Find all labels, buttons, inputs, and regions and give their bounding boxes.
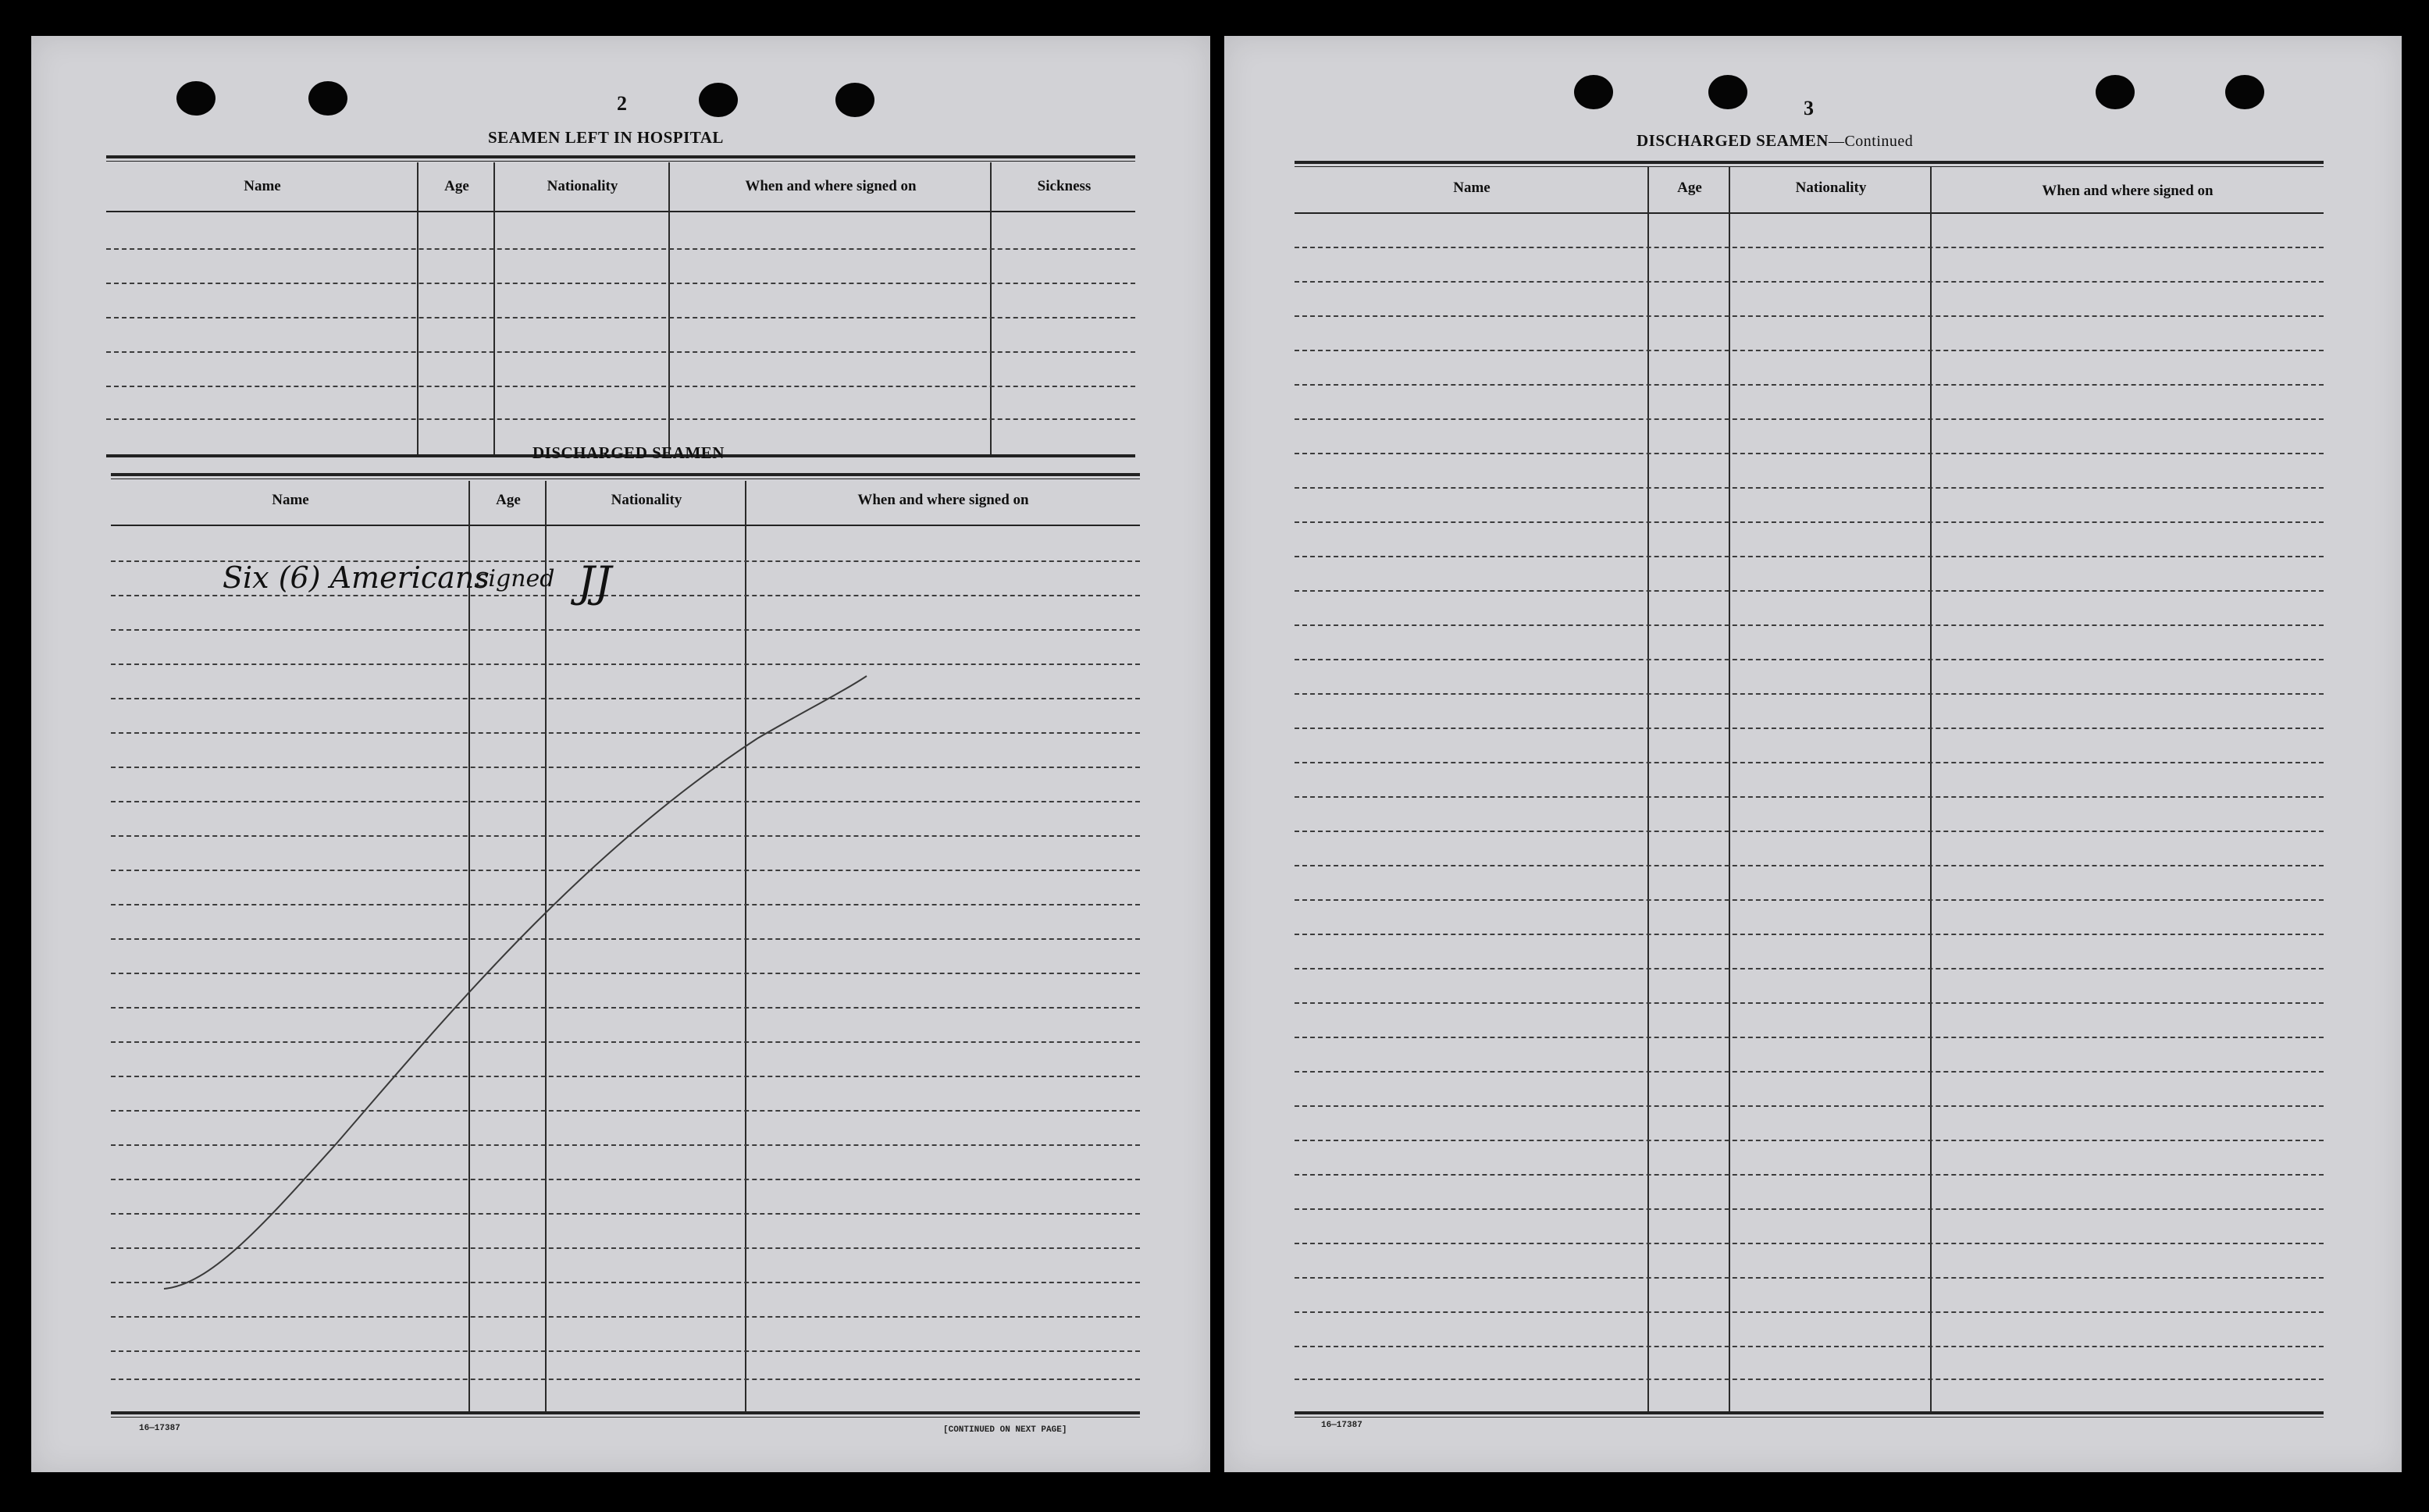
entry-line [1295,1140,2324,1141]
right-page [1224,36,2402,1472]
handwritten-name: Six (6) Americans [223,560,490,595]
header-rule [1295,212,2324,214]
section-title-hospital: SEAMEN LEFT IN HOSPITAL [488,128,724,147]
continued-note: [CONTINUED ON NEXT PAGE] [943,1425,1067,1435]
column-header-signed-on: When and where signed on [745,178,917,194]
entry-line [1295,590,2324,592]
entry-line [1295,556,2324,557]
column-header-signed-on: When and where signed on [2042,183,2214,199]
section-title-discharged: DISCHARGED SEAMEN [532,443,725,462]
entry-line [1295,831,2324,832]
handwritten-initials: JJ [578,557,612,607]
table-top-rule [1295,161,2324,164]
entry-line [1295,762,2324,763]
entry-line [1295,728,2324,729]
page-number: 3 [1804,97,1814,119]
diagonal-cancel-line [31,36,1210,1472]
table-bottom-rule [1295,1417,2324,1418]
entry-line [1295,1346,2324,1347]
column-divider [1647,167,1649,1414]
form-code: 16—17387 [139,1424,180,1433]
column-divider [1729,167,1730,1414]
punch-hole [1574,75,1613,109]
section-title-discharged-continued: DISCHARGED SEAMEN—Continued [1637,131,1914,150]
entry-line [1295,1174,2324,1176]
column-header-name: Name [272,492,309,508]
column-header-nationality: Nationality [611,492,682,508]
punch-hole [1708,75,1747,109]
column-divider [1930,167,1932,1414]
entry-line [1295,521,2324,523]
entry-line [1295,281,2324,283]
column-header-nationality: Nationality [547,178,618,194]
entry-line [1295,247,2324,248]
entry-line [1295,968,2324,969]
entry-line [1295,350,2324,351]
punch-hole [2225,75,2264,109]
entry-line [1295,1037,2324,1038]
entry-line [1295,384,2324,386]
column-header-signed-on: When and where signed on [857,492,1029,508]
form-code: 16—17387 [1321,1421,1362,1430]
entry-line [1295,1379,2324,1380]
entry-line [1295,1071,2324,1073]
entry-line [1295,1208,2324,1210]
column-header-sickness: Sickness [1037,178,1092,194]
entry-line [1295,624,2324,626]
entry-line [1295,1277,2324,1279]
entry-line [1295,934,2324,935]
table-top-rule [1295,166,2324,167]
entry-line [1295,418,2324,420]
column-header-age: Age [1677,180,1702,196]
entry-line [1295,1002,2324,1004]
handwritten-age: signed [476,565,555,592]
entry-line [1295,693,2324,695]
entry-line [1295,1105,2324,1107]
table-bottom-rule [1295,1411,2324,1414]
column-header-name: Name [1453,180,1491,196]
entry-line [1295,1243,2324,1244]
punch-hole [2096,75,2135,109]
column-header-name: Name [244,178,281,194]
entry-line [1295,796,2324,798]
entry-line [1295,315,2324,317]
entry-line [1295,865,2324,866]
entry-line [1295,453,2324,454]
entry-line [1295,487,2324,489]
column-header-age: Age [444,178,469,194]
column-header-nationality: Nationality [1795,180,1867,196]
left-page [31,36,1210,1472]
page-number: 2 [617,92,627,115]
entry-line [1295,899,2324,901]
entry-line [1295,659,2324,660]
entry-line [1295,1311,2324,1313]
column-header-age: Age [496,492,521,508]
